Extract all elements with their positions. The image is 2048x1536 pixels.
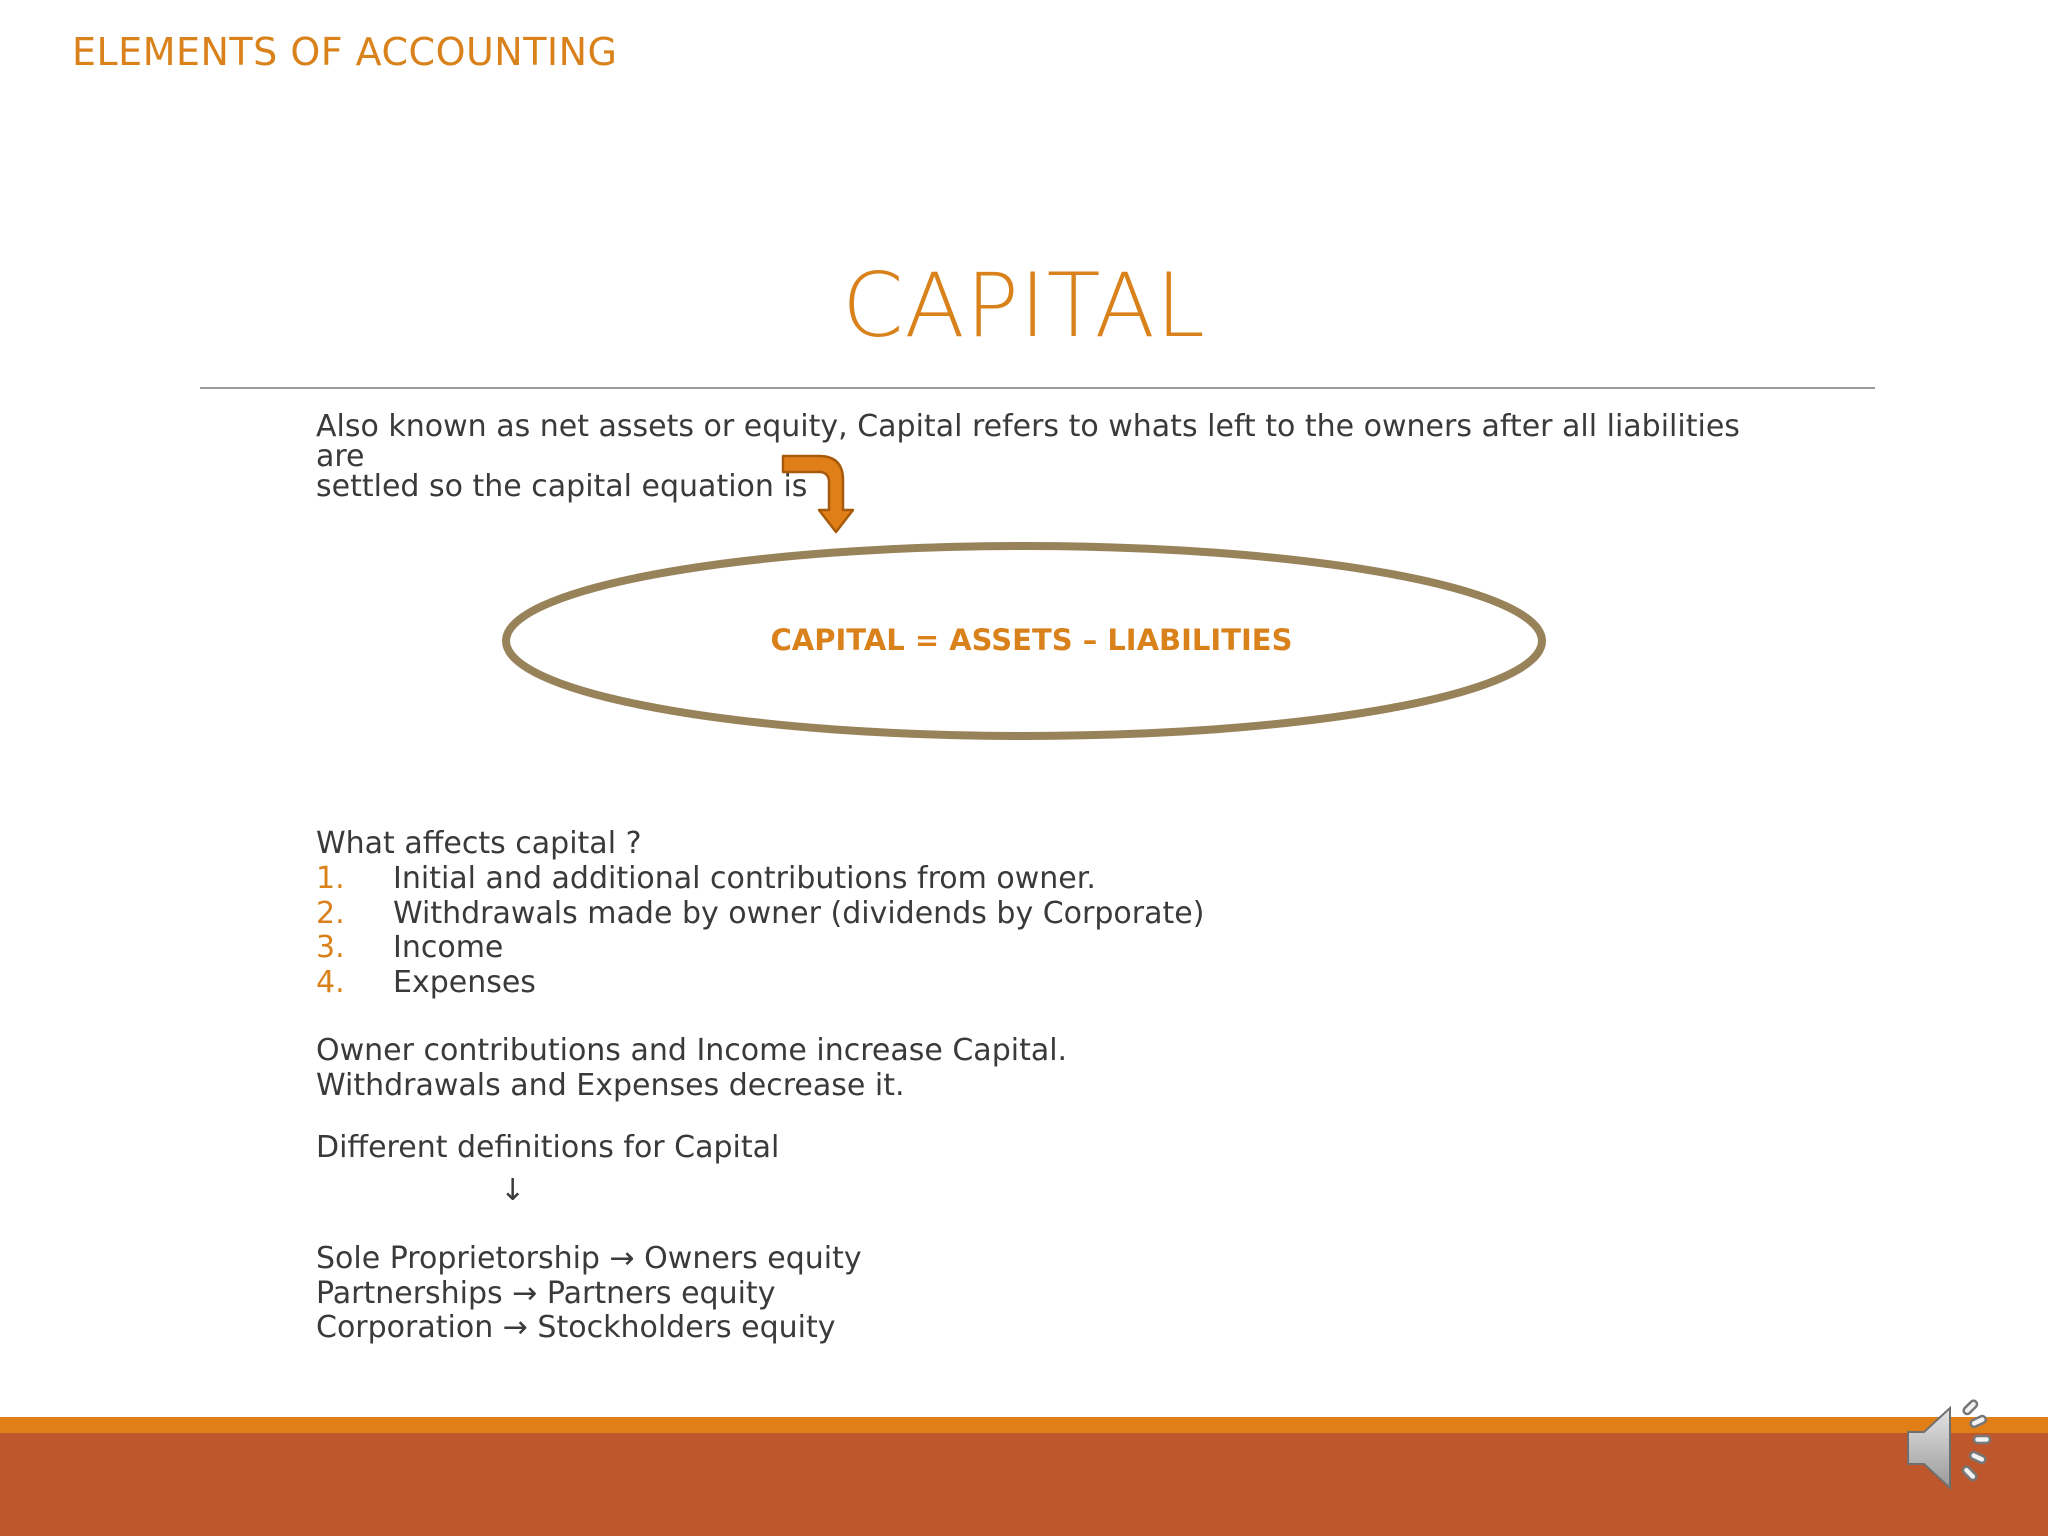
effects-line: Withdrawals and Expenses decrease it. [316, 1067, 905, 1103]
capital-equation: CAPITAL = ASSETS – LIABILITIES [770, 623, 1293, 657]
list-text: Expenses [393, 964, 536, 1000]
list-item [316, 897, 1204, 932]
list-number: 2. [316, 895, 345, 931]
title-divider [200, 387, 1875, 389]
intro-line: settled so the capital equation is [316, 469, 808, 504]
effects-line: Owner contributions and Income increase Capital. [316, 1033, 1068, 1068]
definitions-heading: Different definitions for Capital [316, 1130, 780, 1165]
slide-title: CAPITAL [842, 254, 1206, 357]
list-item [316, 966, 1204, 1001]
list-text: Income [393, 930, 504, 965]
speaker-icon[interactable] [1900, 1396, 2010, 1496]
effects-paragraph [316, 1034, 1067, 1103]
list-text: Withdrawals made by owner (dividends by Corporate) [393, 895, 1205, 931]
curved-down-arrow-icon [775, 452, 857, 536]
definition-item: Corporation → Stockholders equity [316, 1310, 836, 1345]
list-number: 1. [316, 861, 345, 896]
header-title: ELEMENTS OF ACCOUNTING [72, 30, 618, 74]
intro-paragraph [316, 409, 1756, 504]
factor-list [316, 862, 1204, 1000]
list-item [316, 931, 1204, 966]
list-item [316, 862, 1204, 897]
intro-line: Also known as net assets or equity, Capital refers to whats left to the owners after all liabilities are [316, 409, 1740, 474]
list-text: Initial and additional contributions from owner. [393, 861, 1096, 896]
definition-item: Sole Proprietorship → Owners equity [316, 1241, 862, 1276]
down-arrow-icon: ↓ [500, 1173, 526, 1208]
footer-stripe [0, 1417, 2048, 1433]
list-number: 4. [316, 964, 345, 1000]
list-number: 3. [316, 930, 345, 965]
definitions-list [316, 1242, 862, 1346]
question-heading: What affects capital ? [316, 826, 642, 861]
footer-band [0, 1433, 2048, 1536]
definition-item: Partnerships → Partners equity [316, 1275, 776, 1311]
